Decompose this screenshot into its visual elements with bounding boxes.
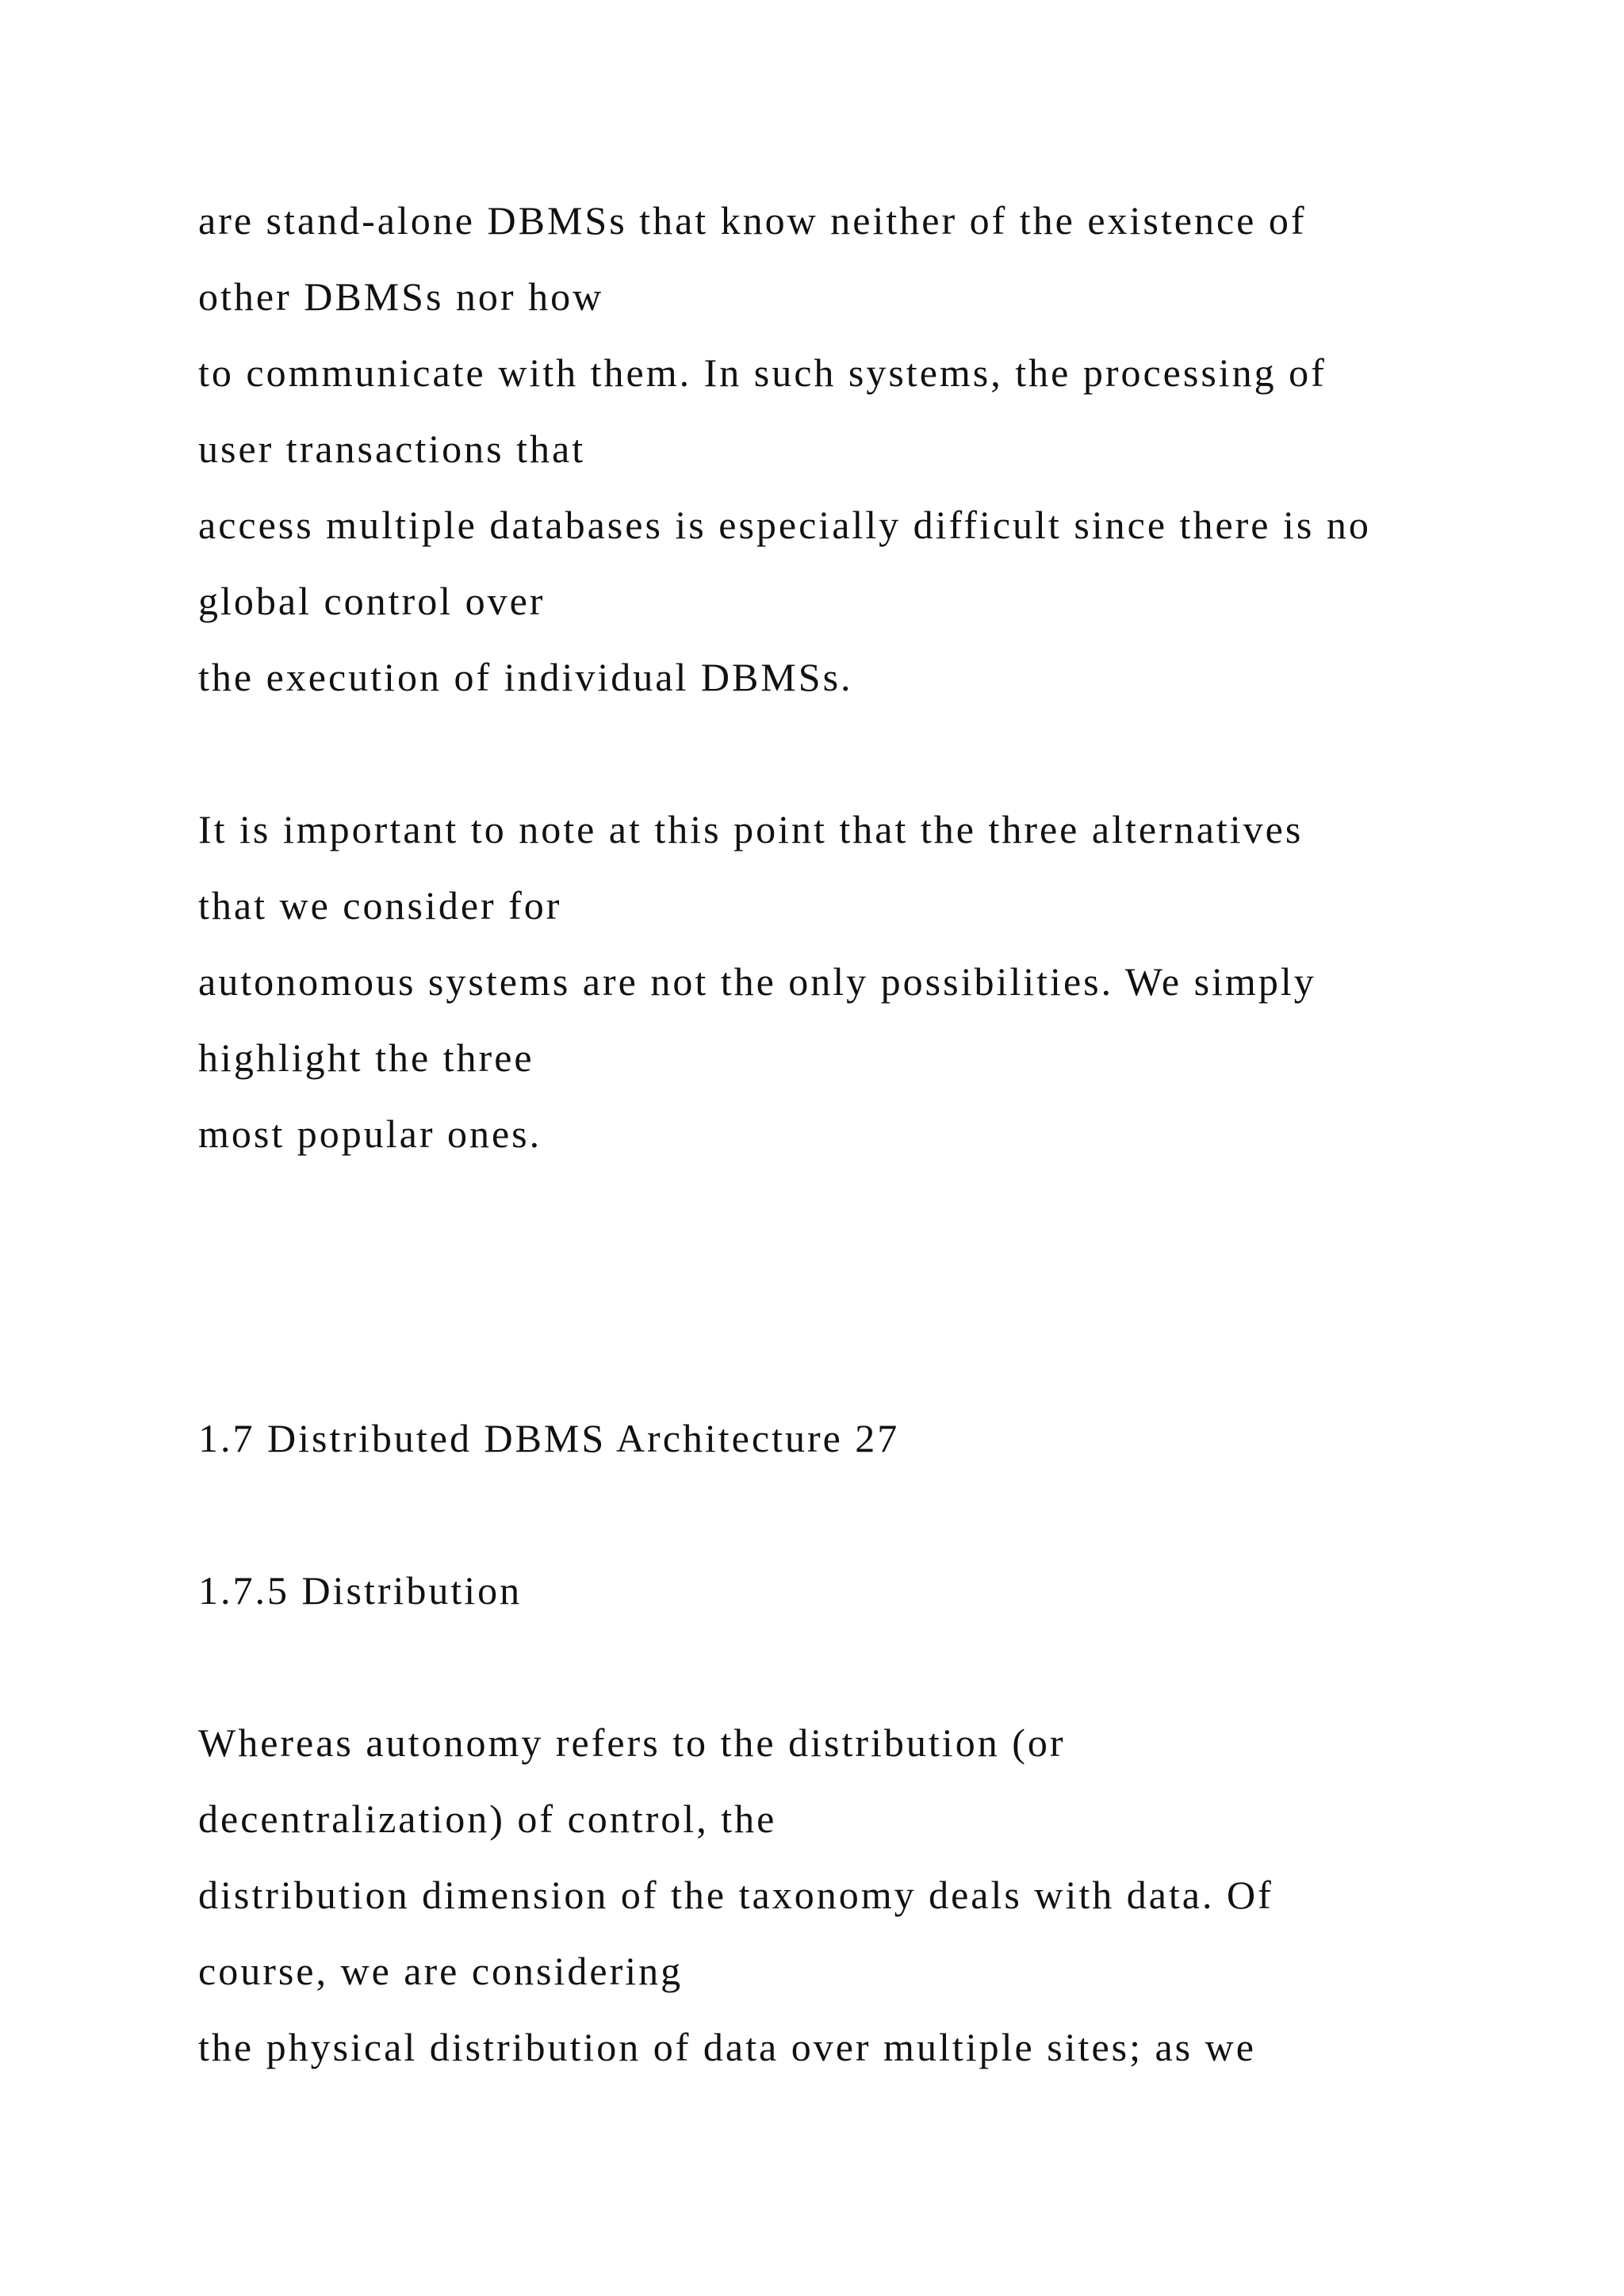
text-line: course, we are considering [198, 1949, 684, 1993]
text-line: access multiple databases is especially difficult since there is no [198, 503, 1371, 547]
text-line: the physical distribution of data over multiple sites; as we [198, 2025, 1256, 2069]
text-line: It is important to note at this point that the three alternatives [198, 807, 1304, 851]
text-line: other DBMSs nor how [198, 274, 604, 319]
text-line: decentralization) of control, the [198, 1797, 777, 1841]
section-spacer [198, 1172, 1507, 1400]
paragraph-spacer [198, 1476, 1507, 1552]
paragraph-distribution [198, 1705, 1507, 2085]
paragraph-spacer [198, 1628, 1507, 1705]
section-title: 1.7.5 Distribution [198, 1568, 523, 1613]
running-header [198, 1400, 1507, 1476]
text-line: that we consider for [198, 883, 562, 928]
text-line: are stand-alone DBMSs that know neither of the existence of [198, 198, 1307, 243]
text-line: Whereas autonomy refers to the distribution (or [198, 1720, 1066, 1765]
text-line: most popular ones. [198, 1112, 542, 1156]
paragraph-spacer [198, 715, 1507, 791]
text-line: the execution of individual DBMSs. [198, 655, 853, 699]
text-line: user transactions that [198, 427, 586, 471]
page-header-text: 1.7 Distributed DBMS Architecture 27 [198, 1416, 900, 1460]
paragraph-alternatives-note [198, 791, 1507, 1172]
text-line: autonomous systems are not the only possibilities. We simply [198, 959, 1316, 1004]
text-line: distribution dimension of the taxonomy deals with data. Of [198, 1873, 1274, 1917]
document-body [198, 182, 1507, 2085]
text-line: highlight the three [198, 1035, 534, 1080]
text-line: to communicate with them. In such systems, the processing of [198, 350, 1327, 395]
paragraph-standalone-dbms [198, 182, 1507, 715]
text-line: global control over [198, 579, 546, 623]
section-heading [198, 1552, 1507, 1628]
